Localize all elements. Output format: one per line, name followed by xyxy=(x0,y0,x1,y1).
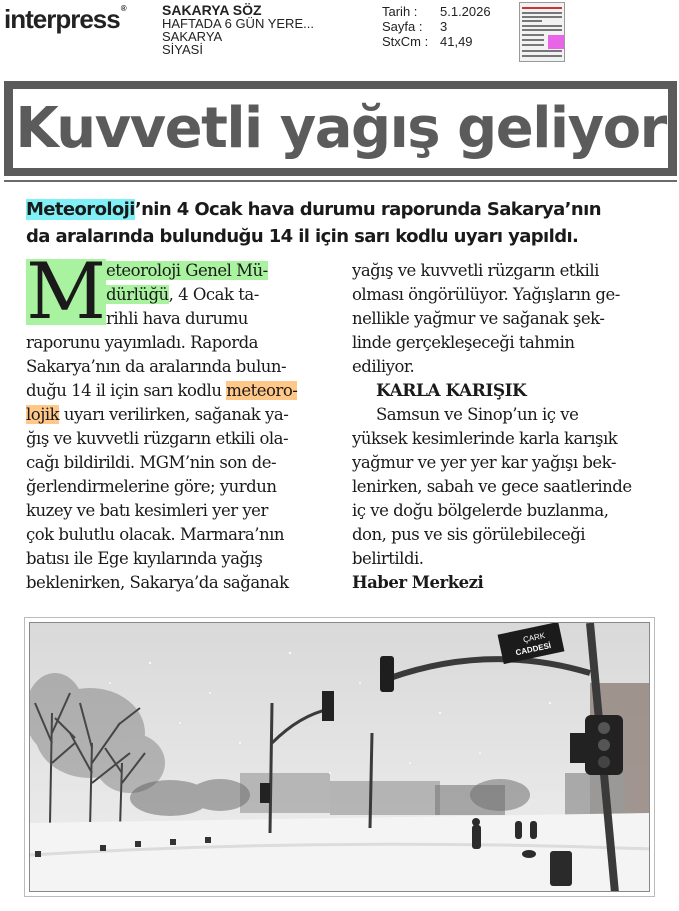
body-line: kuzey ve batı kesimleri yer yer xyxy=(26,501,268,520)
body-line: yağmur ve yer yer kar yağışı bek- xyxy=(352,453,616,472)
divider xyxy=(4,180,677,182)
publication-section: SİYASİ xyxy=(162,42,203,57)
page-thumbnail[interactable] xyxy=(519,2,565,62)
body-line: rihli hava durumu xyxy=(106,309,248,328)
body-line: Samsun ve Sinop’un iç ve xyxy=(376,405,579,424)
publication-region: SAKARYA xyxy=(162,29,223,44)
headline-banner xyxy=(4,81,677,176)
body-line: nellikle yağmur ve sağanak şek- xyxy=(352,309,605,328)
stxcm-row xyxy=(382,34,491,49)
body-line: ediliyor. xyxy=(352,357,415,376)
body-text: uyarı verilirken, sağanak ya- xyxy=(59,405,289,424)
page-row xyxy=(382,19,491,34)
article-photo xyxy=(29,622,650,892)
headline: Kuvvetli yağış geliyor xyxy=(15,96,666,161)
article-lead xyxy=(26,196,666,250)
date-label: Tarih : xyxy=(382,4,418,19)
interpress-logo xyxy=(4,4,126,35)
body-line: olması öngörülüyor. Yağışların ge- xyxy=(352,285,620,304)
snowy-street-photo xyxy=(30,623,650,892)
street-sign-line2: CADDESİ xyxy=(514,641,552,658)
body-line: yağış ve kuvvetli rüzgarın etkili xyxy=(352,261,599,280)
highlight-keyword: meteoro- xyxy=(226,381,298,400)
article-column-1 xyxy=(26,247,344,595)
body-line: yüksek kesimlerinde karla karışık xyxy=(352,429,618,448)
logo-text: interpress xyxy=(4,4,120,34)
stxcm-label: StxCm : xyxy=(382,34,429,49)
body-text: , 4 Ocak ta- xyxy=(168,285,259,304)
lead-highlight-keyword: Meteoroloji xyxy=(26,199,135,220)
body-line: linde gerçekleşeceği tahmin xyxy=(352,333,575,352)
street-sign-line1: ÇARK xyxy=(522,631,546,645)
body-line: iç ve doğu bölgelerde buzlanma, xyxy=(352,501,609,520)
body-line: ğış ve kuvvetli rüzgarın etkili ola- xyxy=(26,429,289,448)
highlight-agency: eteoroloji Genel Mü- xyxy=(106,261,268,280)
body-line: beklenirken, Sakarya’da sağanak xyxy=(26,573,289,592)
body-line: lenirken, sabah ve gece saatlerinde xyxy=(352,477,632,496)
clipping-meta xyxy=(382,4,491,49)
body-line: raporunu yayımladı. Raporda xyxy=(26,333,259,352)
stxcm-value: 41,49 xyxy=(440,34,473,49)
author-byline: Haber Merkezi xyxy=(352,573,484,592)
date-row xyxy=(382,4,491,19)
highlight-agency-2: dürlüğü xyxy=(106,285,169,304)
drop-cap: M xyxy=(26,247,106,337)
article-column-2 xyxy=(352,259,666,595)
publication-info xyxy=(162,4,314,56)
registered-mark: ® xyxy=(120,4,126,13)
subheading: KARLA KARIŞIK xyxy=(376,381,527,401)
body-line: ğerlendirmelerine göre; yurdun xyxy=(26,477,277,496)
body-text: duğu 14 il için sarı kodlu xyxy=(26,381,227,400)
date-value: 5.1.2026 xyxy=(440,4,491,19)
page-label: Sayfa : xyxy=(382,19,423,34)
body-line: belirtildi. xyxy=(352,549,424,568)
page-value: 3 xyxy=(440,19,448,34)
body-line: don, pus ve sis görülebileceği xyxy=(352,525,586,544)
publication-frequency: HAFTADA 6 GÜN YERE... xyxy=(162,16,314,31)
article-location-marker xyxy=(548,35,564,49)
body-line: batısı ile Ege kıyılarında yağış xyxy=(26,549,263,568)
body-line: çok bulutlu olacak. Marmara’nın xyxy=(26,525,285,544)
body-line: cağı bildirildi. MGM’nin son de- xyxy=(26,453,277,472)
highlight-keyword-2: lojik xyxy=(26,405,60,424)
publication-name: SAKARYA SÖZ xyxy=(162,2,262,18)
lead-text-1: ’nin 4 Ocak hava durumu raporunda Sakarya’nın xyxy=(134,199,601,220)
lead-text-2: da aralarında bulunduğu 14 il için sarı kodlu uyarı yapıldı. xyxy=(26,226,579,247)
body-line: Sakarya’nın da aralarında bulun- xyxy=(26,357,287,376)
